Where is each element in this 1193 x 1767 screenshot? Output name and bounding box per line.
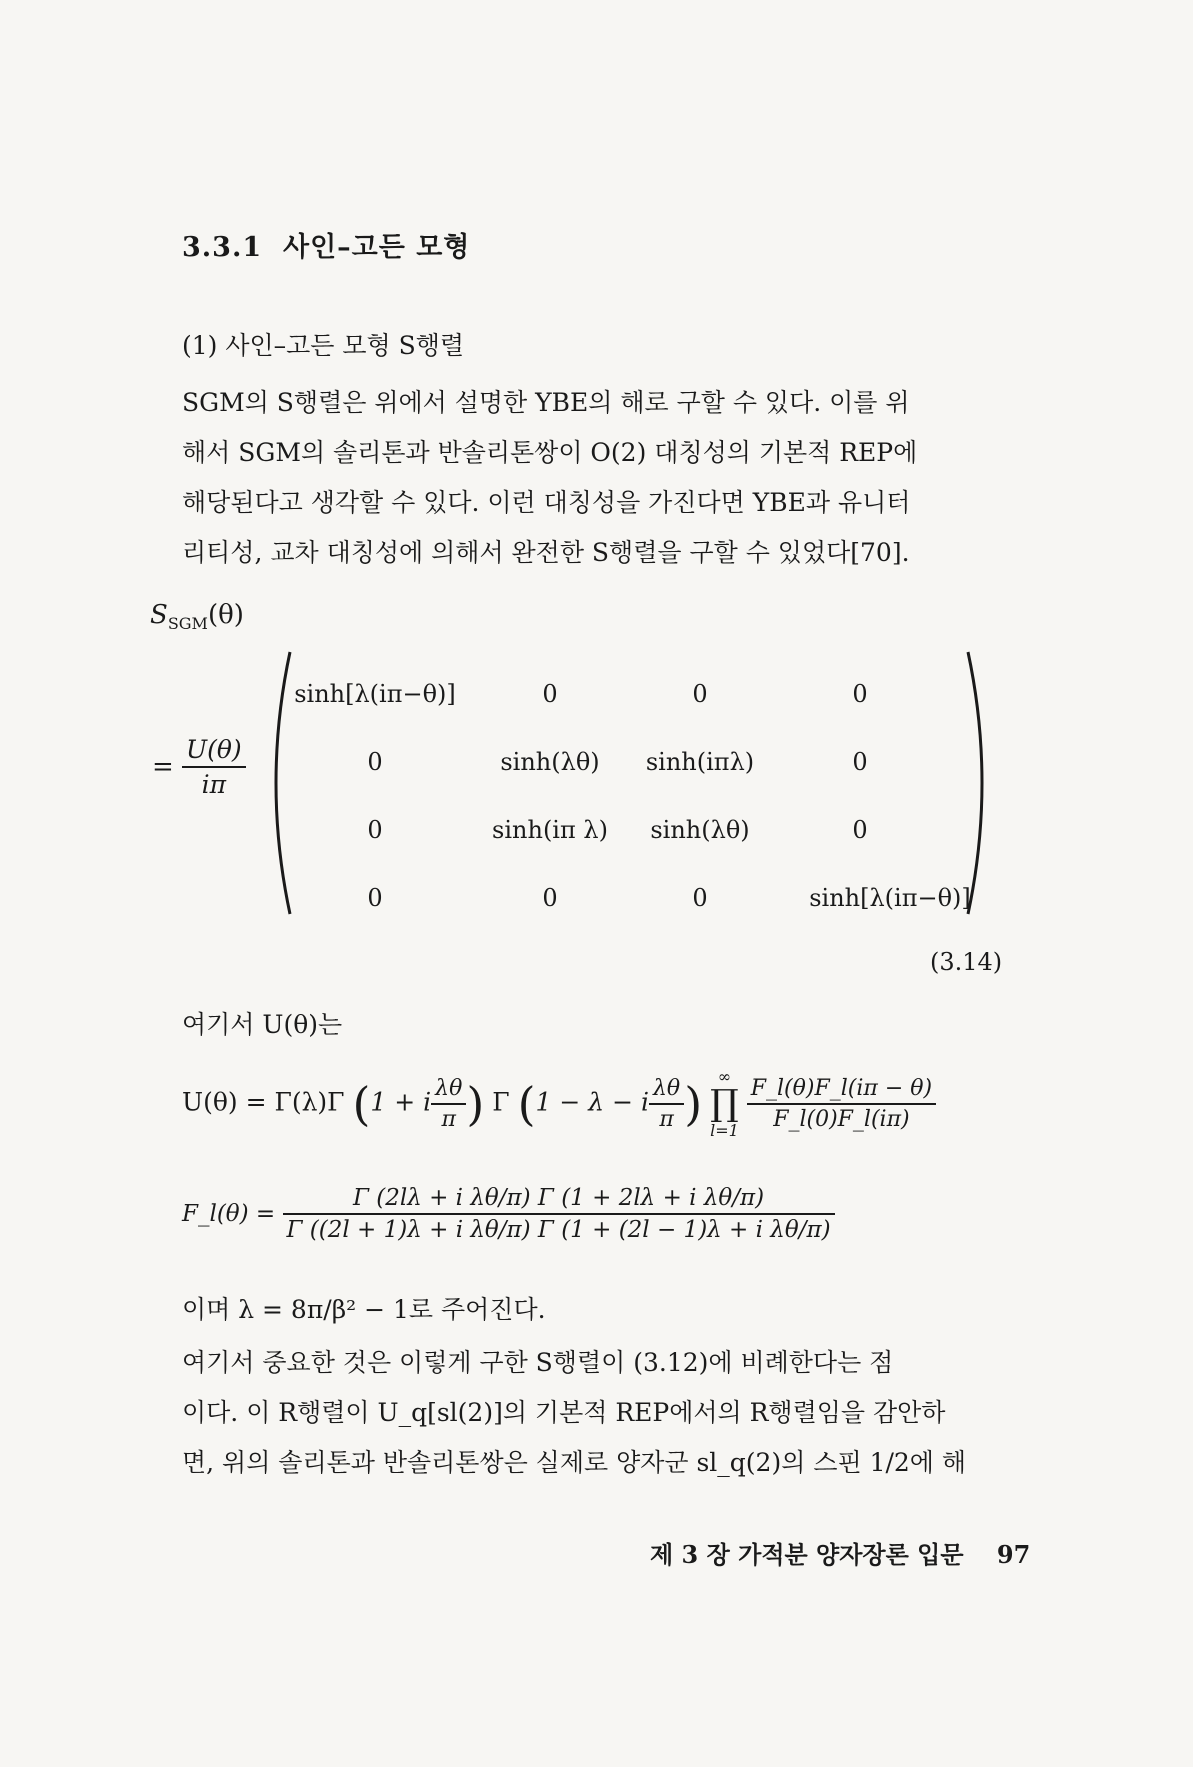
prefactor-fraction	[182, 735, 246, 799]
section-number: 3.3.1	[182, 232, 263, 263]
paragraph-2-line: 면, 위의 솔리톤과 반솔리톤쌍은 실제로 양자군 sl_q(2)의 스핀 1/2에 해	[182, 1448, 967, 1477]
prefactor-numerator: U(θ)	[182, 735, 246, 768]
paragraph-1-line: 해당된다고 생각할 수 있다. 이런 대칭성을 가진다면 YBE과 유니터	[182, 488, 911, 517]
section-title: 사인–고든 모형	[282, 232, 471, 263]
matrix-cell: 0	[692, 680, 708, 708]
u-paren2-den: π	[659, 1107, 674, 1132]
prod-lower: l=1	[710, 1121, 739, 1140]
matrix-cell: sinh[λ(iπ−θ)]	[294, 680, 456, 708]
smatrix-arg: (θ)	[207, 600, 244, 630]
u-paren1-den: π	[441, 1107, 456, 1132]
paragraph-1-line: 리티성, 교차 대칭성에 의해서 완전한 S행렬을 구할 수 있었다[70].	[182, 538, 910, 567]
matrix-cell: 0	[852, 680, 868, 708]
f-denominator: Γ ((2l + 1)λ + i λθ/π) Γ (1 + (2l − 1)λ + i λθ/π)	[286, 1217, 831, 1243]
equation-label: (3.14)	[930, 948, 1003, 976]
lambda-line: 이며 λ = 8π/β² − 1로 주어진다.	[182, 1295, 546, 1324]
u-product-num: F_l(θ)F_l(iπ − θ)	[747, 1076, 936, 1105]
paragraph-2-line: 이다. 이 R행렬이 U_q[sl(2)]의 기본적 REP에서의 R행렬임을 감안하	[182, 1398, 946, 1427]
matrix-cell: 0	[367, 816, 383, 844]
equals-sign: =	[152, 752, 174, 782]
u-gamma: Γ	[492, 1087, 510, 1117]
matrix-cell: sinh(λθ)	[500, 748, 600, 776]
page-number: 97	[996, 1540, 1031, 1569]
u-paren2-num: λθ	[649, 1076, 684, 1105]
product-symbol: ∏	[710, 1083, 739, 1124]
matrix-cell: 0	[852, 816, 868, 844]
matrix-cell: sinh(iπ λ)	[492, 816, 608, 844]
f-lhs: F_l(θ) =	[182, 1201, 276, 1227]
right-paren	[960, 648, 1000, 918]
paragraph-1-line: SGM의 S행렬은 위에서 설명한 YBE의 해로 구할 수 있다. 이를 위	[182, 388, 910, 417]
matrix-cell: 0	[542, 884, 558, 912]
f-numerator: Γ (2lλ + i λθ/π) Γ (1 + 2lλ + i λθ/π)	[283, 1185, 835, 1215]
u-paren2-text: 1 − λ − i	[535, 1087, 649, 1117]
smatrix-subscript: SGM	[167, 614, 208, 634]
paragraph-1-line: 해서 SGM의 솔리톤과 반솔리톤쌍이 O(2) 대칭성의 기본적 REP에	[182, 438, 918, 467]
paragraph-1	[182, 378, 917, 578]
u-product-den: F_l(0)F_l(iπ)	[773, 1107, 910, 1132]
u-equation: U(θ) = Γ(λ)Γ (1 + i $\frac{\lambda\theta}{\pi}$ ) Γ (1 − λ − i $\frac{\lambda\theta}{\pi}$ ) ∞ ∏ l=1 $\frac{F\_l(\theta)F\_l(i\pi - \theta)}{F\_l(0)F\_l(i\pi)}$	[182, 1068, 936, 1140]
matrix-cell: 0	[367, 884, 383, 912]
matrix-cell: sinh[λ(iπ−θ)]	[809, 884, 971, 912]
smatrix-lhs	[150, 600, 244, 633]
matrix-cell: 0	[367, 748, 383, 776]
paragraph-2	[182, 1338, 966, 1488]
u-paren1-num: λθ	[431, 1076, 466, 1105]
prod-upper: ∞	[717, 1067, 732, 1086]
smatrix-symbol: S	[150, 600, 168, 630]
matrix-cell: 0	[542, 680, 558, 708]
u-paren1-text: 1 + i	[370, 1087, 432, 1117]
matrix-cell: 0	[852, 748, 868, 776]
subsection-heading: (1) 사인–고든 모형 S행렬	[182, 331, 465, 360]
matrix-cell: sinh(iπλ)	[645, 748, 755, 776]
page-footer	[650, 1535, 1030, 1570]
where-line: 여기서 U(θ)는	[182, 1010, 343, 1039]
matrix-cell: sinh(λθ)	[650, 816, 750, 844]
f-equation	[182, 1185, 835, 1243]
prefactor-denominator: iπ	[201, 770, 227, 799]
chapter-title: 제 3 장 가적분 양자장론 입문	[650, 1540, 964, 1569]
matrix-cell: 0	[692, 884, 708, 912]
section-heading	[182, 225, 470, 264]
paragraph-2-line: 여기서 중요한 것은 이렇게 구한 S행렬이 (3.12)에 비례한다는 점	[182, 1348, 894, 1377]
u-lhs: U(θ) = Γ(λ)Γ	[182, 1087, 345, 1117]
